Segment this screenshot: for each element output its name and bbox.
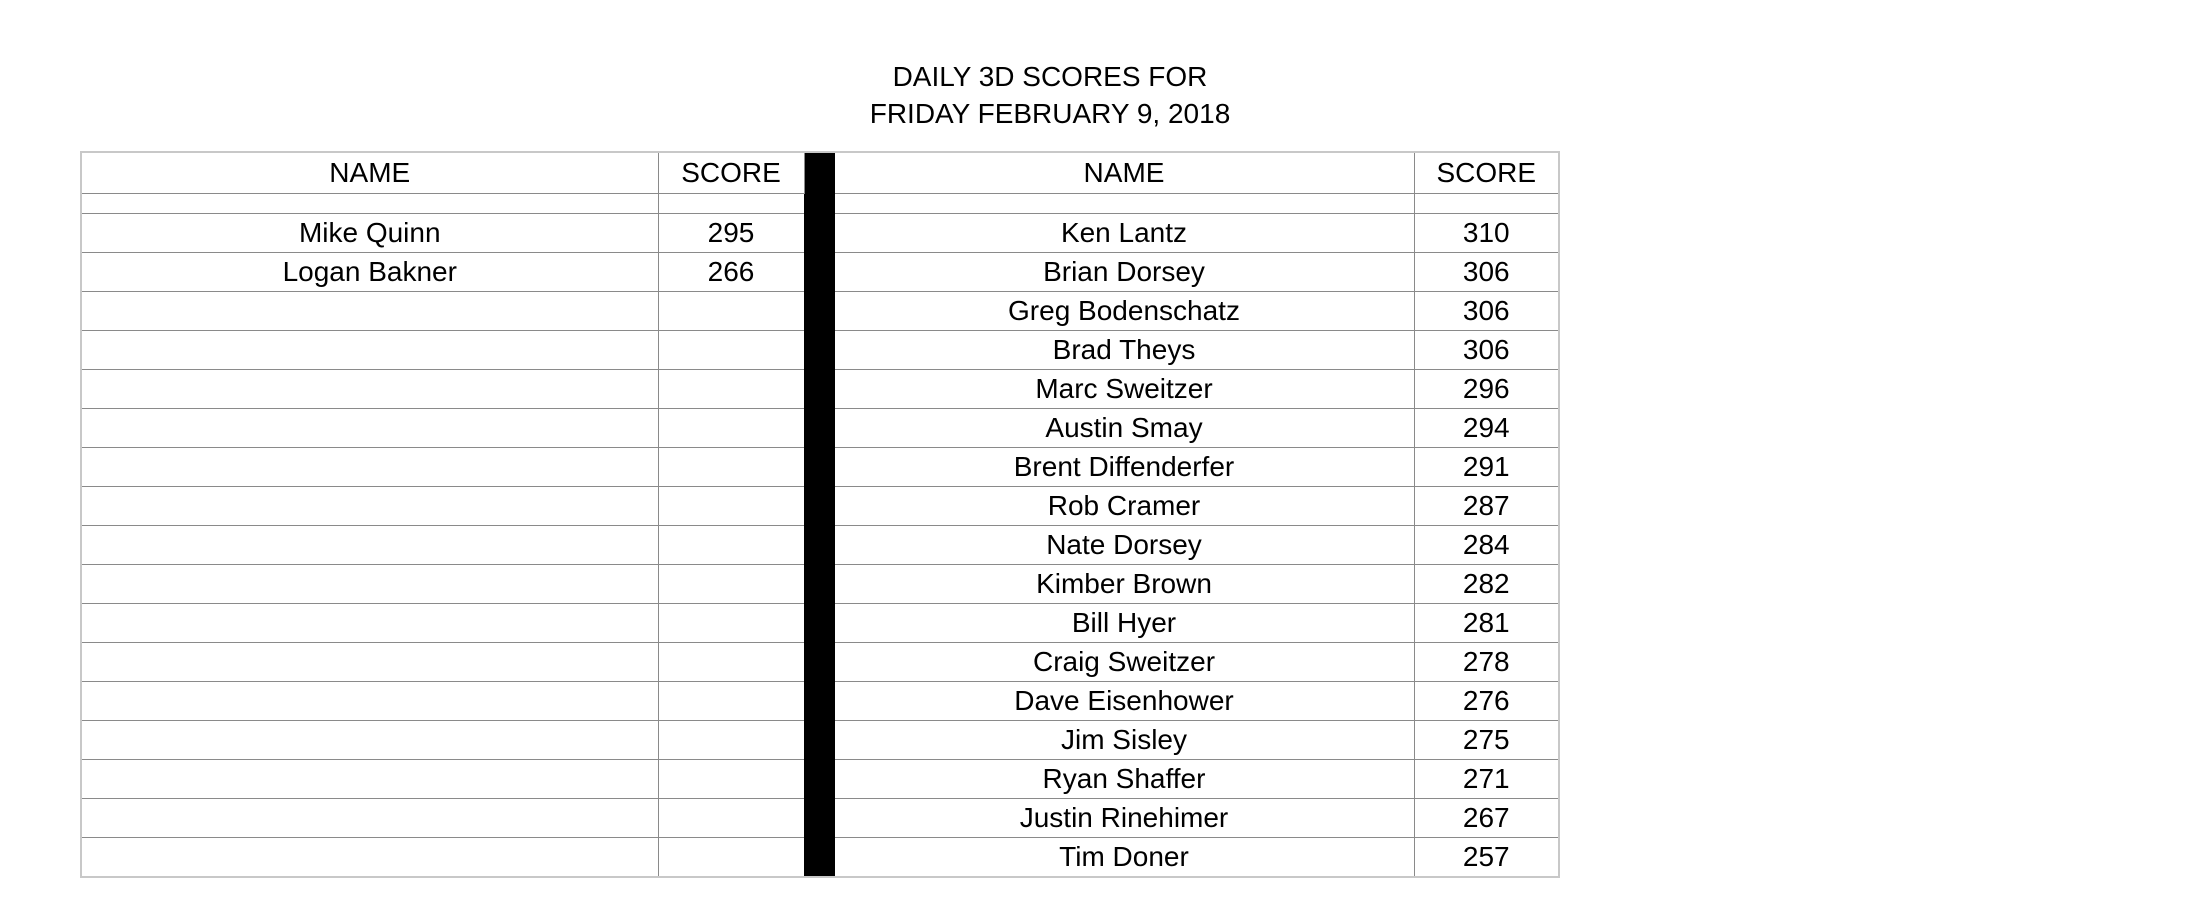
right-name-cell: Ryan Shaffer — [834, 760, 1414, 799]
spacer-cell — [834, 194, 1414, 214]
right-score-cell: 306 — [1414, 331, 1559, 370]
left-name-cell — [81, 760, 658, 799]
left-score-cell: 295 — [658, 214, 804, 253]
left-name-cell — [81, 409, 658, 448]
left-score-cell — [658, 565, 804, 604]
left-score-cell — [658, 331, 804, 370]
right-name-cell: Brent Diffenderfer — [834, 448, 1414, 487]
spacer-cell — [658, 194, 804, 214]
right-score-cell: 267 — [1414, 799, 1559, 838]
right-score-cell: 291 — [1414, 448, 1559, 487]
right-name-cell: Austin Smay — [834, 409, 1414, 448]
right-score-cell: 276 — [1414, 682, 1559, 721]
spacer-cell — [1414, 194, 1559, 214]
left-name-cell — [81, 721, 658, 760]
left-score-cell: 266 — [658, 253, 804, 292]
right-score-cell: 282 — [1414, 565, 1559, 604]
right-score-cell: 296 — [1414, 370, 1559, 409]
right-score-header: SCORE — [1414, 152, 1559, 194]
scores-table — [80, 151, 1560, 878]
left-score-cell — [658, 370, 804, 409]
left-score-cell — [658, 526, 804, 565]
right-score-cell: 306 — [1414, 253, 1559, 292]
left-name-cell — [81, 838, 658, 878]
left-name-cell — [81, 292, 658, 331]
right-score-cell: 281 — [1414, 604, 1559, 643]
left-score-cell — [658, 682, 804, 721]
left-score-cell — [658, 760, 804, 799]
right-name-header: NAME — [834, 152, 1414, 194]
right-name-cell: Brad Theys — [834, 331, 1414, 370]
left-name-cell — [81, 526, 658, 565]
right-name-cell: Rob Cramer — [834, 487, 1414, 526]
right-name-cell: Brian Dorsey — [834, 253, 1414, 292]
left-name-cell — [81, 643, 658, 682]
left-name-cell — [81, 682, 658, 721]
left-score-cell — [658, 838, 804, 878]
right-name-cell: Tim Doner — [834, 838, 1414, 878]
left-name-cell — [81, 331, 658, 370]
left-name-cell — [81, 604, 658, 643]
right-score-cell: 271 — [1414, 760, 1559, 799]
left-score-cell — [658, 487, 804, 526]
right-score-cell: 278 — [1414, 643, 1559, 682]
left-score-cell — [658, 448, 804, 487]
left-score-cell — [658, 643, 804, 682]
right-name-cell: Greg Bodenschatz — [834, 292, 1414, 331]
left-name-cell — [81, 799, 658, 838]
right-name-cell: Jim Sisley — [834, 721, 1414, 760]
right-name-cell: Craig Sweitzer — [834, 643, 1414, 682]
right-name-cell: Justin Rinehimer — [834, 799, 1414, 838]
right-name-cell: Marc Sweitzer — [834, 370, 1414, 409]
left-name-cell — [81, 448, 658, 487]
left-name-cell — [81, 487, 658, 526]
left-score-cell — [658, 799, 804, 838]
right-score-cell: 294 — [1414, 409, 1559, 448]
left-score-cell — [658, 292, 804, 331]
page-title: DAILY 3D SCORES FOR — [892, 61, 1208, 92]
left-score-cell — [658, 409, 804, 448]
right-name-cell: Bill Hyer — [834, 604, 1414, 643]
right-name-cell: Dave Eisenhower — [834, 682, 1414, 721]
left-name-cell — [81, 370, 658, 409]
left-score-cell — [658, 604, 804, 643]
right-name-cell: Nate Dorsey — [834, 526, 1414, 565]
right-score-cell: 257 — [1414, 838, 1559, 878]
page-subtitle-date: FRIDAY FEBRUARY 9, 2018 — [869, 98, 1231, 129]
right-score-cell: 287 — [1414, 487, 1559, 526]
column-separator — [804, 152, 834, 877]
left-score-header: SCORE — [658, 152, 804, 194]
right-score-cell: 310 — [1414, 214, 1559, 253]
right-name-cell: Ken Lantz — [834, 214, 1414, 253]
table-header-row — [81, 152, 1559, 194]
right-name-cell: Kimber Brown — [834, 565, 1414, 604]
left-name-header: NAME — [81, 152, 658, 194]
right-score-cell: 284 — [1414, 526, 1559, 565]
left-name-cell: Mike Quinn — [81, 214, 658, 253]
spacer-cell — [81, 194, 658, 214]
left-name-cell: Logan Bakner — [81, 253, 658, 292]
right-score-cell: 306 — [1414, 292, 1559, 331]
left-score-cell — [658, 721, 804, 760]
right-score-cell: 275 — [1414, 721, 1559, 760]
left-name-cell — [81, 565, 658, 604]
